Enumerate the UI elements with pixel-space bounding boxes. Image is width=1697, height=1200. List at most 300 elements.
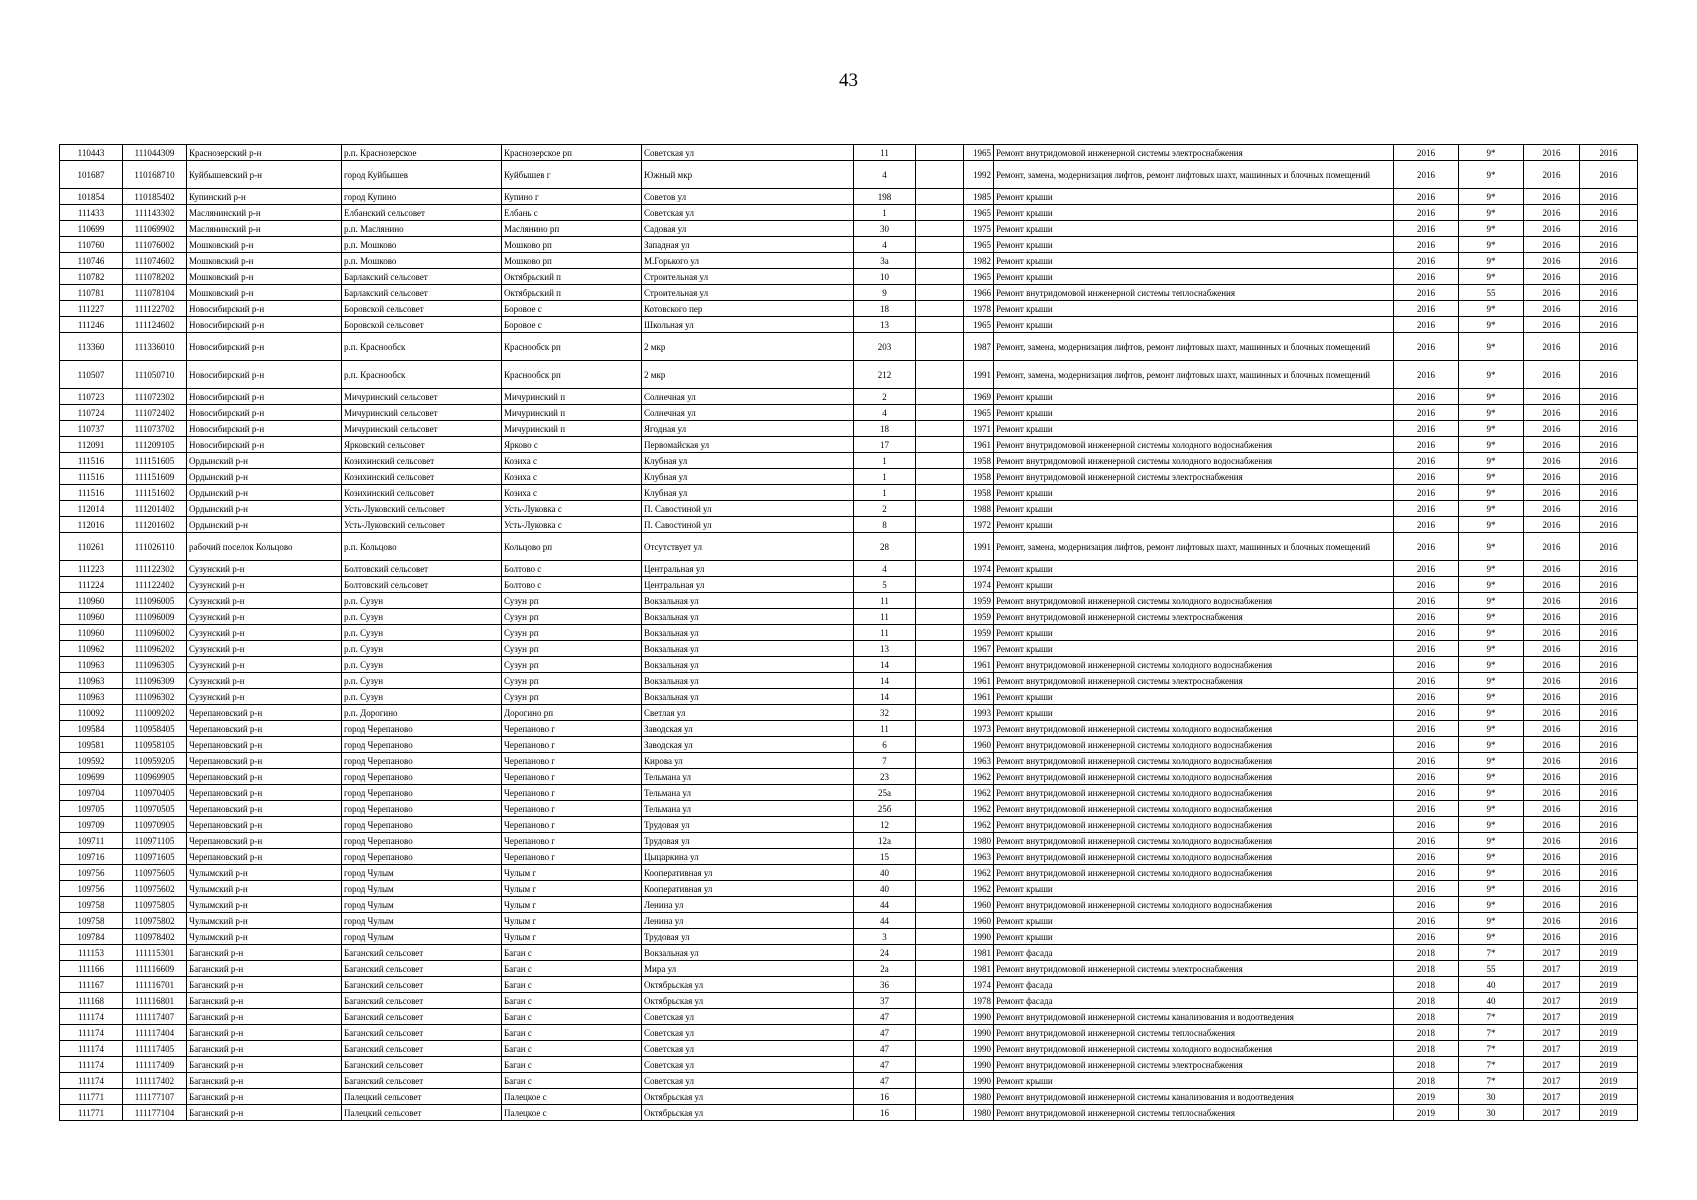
cell-work-type: Ремонт внутридомовой инженерной системы холодного водоснабжения: [994, 865, 1394, 881]
cell-district: Баганский р-н: [187, 961, 342, 977]
cell-house-number: 4: [854, 405, 916, 421]
cell-municipality: город Черепаново: [342, 721, 502, 737]
cell-start-year: 2016: [1524, 405, 1580, 421]
cell-code: 111026110: [123, 533, 187, 561]
cell-code: 111116609: [123, 961, 187, 977]
cell-start-year: 2016: [1524, 561, 1580, 577]
cell-start-year: 2016: [1524, 705, 1580, 721]
cell-start-year: 2016: [1524, 913, 1580, 929]
cell-street: Вокзальная ул: [642, 625, 854, 641]
cell-street: Школьная ул: [642, 317, 854, 333]
cell-house-number: 14: [854, 657, 916, 673]
cell-municipality: Болтовский сельсовет: [342, 561, 502, 577]
cell-position: 9*: [1459, 517, 1524, 533]
cell-work-type: Ремонт крыши: [994, 317, 1394, 333]
cell-house-number: 14: [854, 689, 916, 705]
table-row: [60, 593, 1638, 609]
cell-start-year: 2016: [1524, 189, 1580, 205]
cell-street: Ленина ул: [642, 897, 854, 913]
cell-settlement: Баган с: [502, 977, 642, 993]
cell-municipality: Баганский сельсовет: [342, 993, 502, 1009]
cell-settlement: Боровое с: [502, 301, 642, 317]
cell-settlement: Болтово с: [502, 561, 642, 577]
cell-end-year: 2016: [1580, 285, 1638, 301]
cell-street: Тельмана ул: [642, 801, 854, 817]
cell-extra: [916, 705, 964, 721]
cell-position: 9*: [1459, 801, 1524, 817]
cell-end-year: 2016: [1580, 437, 1638, 453]
table-row: [60, 161, 1638, 189]
cell-municipality: Палецкий сельсовет: [342, 1105, 502, 1121]
cell-object-id: 110724: [60, 405, 123, 421]
cell-extra: [916, 1105, 964, 1121]
cell-position: 40: [1459, 993, 1524, 1009]
cell-extra: [916, 189, 964, 205]
cell-built-year: 1965: [964, 405, 994, 421]
cell-municipality: р.п. Маслянино: [342, 221, 502, 237]
cell-position: 30: [1459, 1089, 1524, 1105]
cell-end-year: 2019: [1580, 1105, 1638, 1121]
cell-house-number: 5: [854, 577, 916, 593]
cell-start-year: 2016: [1524, 785, 1580, 801]
cell-work-type: Ремонт внутридомовой инженерной системы электроснабжения: [994, 469, 1394, 485]
cell-object-id: 111174: [60, 1025, 123, 1041]
cell-position: 9*: [1459, 769, 1524, 785]
cell-work-type: Ремонт фасада: [994, 945, 1394, 961]
cell-object-id: 110699: [60, 221, 123, 237]
cell-start-year: 2016: [1524, 641, 1580, 657]
table-row: [60, 737, 1638, 753]
cell-position: 9*: [1459, 689, 1524, 705]
table-row: [60, 317, 1638, 333]
cell-work-type: Ремонт крыши: [994, 205, 1394, 221]
cell-district: Баганский р-н: [187, 1057, 342, 1073]
cell-plan-year: 2016: [1394, 361, 1459, 389]
cell-plan-year: 2016: [1394, 673, 1459, 689]
cell-end-year: 2016: [1580, 421, 1638, 437]
cell-built-year: 1973: [964, 721, 994, 737]
table-row: [60, 721, 1638, 737]
cell-house-number: 17: [854, 437, 916, 453]
cell-street: Заводская ул: [642, 721, 854, 737]
cell-settlement: Баган с: [502, 1057, 642, 1073]
cell-street: Тельмана ул: [642, 769, 854, 785]
cell-house-number: 16: [854, 1089, 916, 1105]
cell-district: Новосибирский р-н: [187, 301, 342, 317]
cell-house-number: 40: [854, 865, 916, 881]
cell-code: 110975802: [123, 913, 187, 929]
cell-municipality: Мичуринский сельсовет: [342, 421, 502, 437]
cell-settlement: Баган с: [502, 1025, 642, 1041]
cell-municipality: Мичуринский сельсовет: [342, 389, 502, 405]
cell-extra: [916, 785, 964, 801]
cell-start-year: 2017: [1524, 1025, 1580, 1041]
cell-extra: [916, 205, 964, 221]
cell-house-number: 11: [854, 593, 916, 609]
cell-position: 9*: [1459, 533, 1524, 561]
cell-start-year: 2016: [1524, 673, 1580, 689]
cell-municipality: Баганский сельсовет: [342, 977, 502, 993]
cell-extra: [916, 913, 964, 929]
cell-plan-year: 2016: [1394, 237, 1459, 253]
cell-house-number: 7: [854, 753, 916, 769]
cell-settlement: Баган с: [502, 1073, 642, 1089]
cell-start-year: 2016: [1524, 221, 1580, 237]
cell-object-id: 110960: [60, 625, 123, 641]
cell-plan-year: 2016: [1394, 769, 1459, 785]
cell-extra: [916, 609, 964, 625]
cell-municipality: Барлакский сельсовет: [342, 269, 502, 285]
cell-plan-year: 2016: [1394, 657, 1459, 673]
cell-street: Цыцаркина ул: [642, 849, 854, 865]
cell-settlement: Чулым г: [502, 929, 642, 945]
cell-built-year: 1962: [964, 785, 994, 801]
cell-work-type: Ремонт, замена, модернизация лифтов, ремонт лифтовых шахт, машинных и блочных помещений: [994, 533, 1394, 561]
table-row: [60, 657, 1638, 673]
cell-municipality: город Чулым: [342, 897, 502, 913]
cell-plan-year: 2016: [1394, 301, 1459, 317]
cell-object-id: 109592: [60, 753, 123, 769]
cell-work-type: Ремонт внутридомовой инженерной системы холодного водоснабжения: [994, 737, 1394, 753]
cell-extra: [916, 897, 964, 913]
cell-street: Октябрьская ул: [642, 1105, 854, 1121]
table-row: [60, 977, 1638, 993]
cell-extra: [916, 269, 964, 285]
cell-district: Баганский р-н: [187, 1105, 342, 1121]
cell-district: Новосибирский р-н: [187, 421, 342, 437]
cell-position: 9*: [1459, 849, 1524, 865]
cell-district: Черепановский р-н: [187, 785, 342, 801]
cell-settlement: Мошково рп: [502, 237, 642, 253]
cell-extra: [916, 993, 964, 1009]
cell-object-id: 109758: [60, 897, 123, 913]
cell-object-id: 112014: [60, 501, 123, 517]
cell-settlement: Черепаново г: [502, 833, 642, 849]
cell-built-year: 1965: [964, 269, 994, 285]
cell-position: 9*: [1459, 161, 1524, 189]
cell-work-type: Ремонт крыши: [994, 253, 1394, 269]
cell-end-year: 2016: [1580, 609, 1638, 625]
cell-object-id: 111174: [60, 1009, 123, 1025]
cell-end-year: 2016: [1580, 221, 1638, 237]
cell-start-year: 2016: [1524, 721, 1580, 737]
cell-settlement: Черепаново г: [502, 769, 642, 785]
table-row: [60, 945, 1638, 961]
cell-start-year: 2016: [1524, 453, 1580, 469]
cell-object-id: 111166: [60, 961, 123, 977]
cell-plan-year: 2016: [1394, 625, 1459, 641]
cell-end-year: 2016: [1580, 689, 1638, 705]
cell-municipality: город Черепаново: [342, 769, 502, 785]
cell-house-number: 44: [854, 913, 916, 929]
table-row: [60, 881, 1638, 897]
cell-street: Трудовая ул: [642, 833, 854, 849]
cell-district: Маслянинский р-н: [187, 221, 342, 237]
cell-plan-year: 2016: [1394, 913, 1459, 929]
cell-street: Советская ул: [642, 1057, 854, 1073]
cell-district: Баганский р-н: [187, 1025, 342, 1041]
cell-settlement: Черепаново г: [502, 817, 642, 833]
cell-street: Строительная ул: [642, 285, 854, 301]
cell-work-type: Ремонт крыши: [994, 389, 1394, 405]
cell-work-type: Ремонт внутридомовой инженерной системы холодного водоснабжения: [994, 753, 1394, 769]
cell-house-number: 3а: [854, 253, 916, 269]
cell-start-year: 2016: [1524, 205, 1580, 221]
cell-district: Новосибирский р-н: [187, 437, 342, 453]
cell-position: 7*: [1459, 1009, 1524, 1025]
cell-work-type: Ремонт крыши: [994, 625, 1394, 641]
cell-extra: [916, 301, 964, 317]
cell-code: 110971605: [123, 849, 187, 865]
cell-street: Трудовая ул: [642, 817, 854, 833]
cell-street: М.Горького ул: [642, 253, 854, 269]
cell-start-year: 2017: [1524, 1089, 1580, 1105]
cell-house-number: 4: [854, 561, 916, 577]
cell-settlement: Черепаново г: [502, 721, 642, 737]
cell-built-year: 1993: [964, 705, 994, 721]
cell-code: 111122302: [123, 561, 187, 577]
cell-house-number: 11: [854, 609, 916, 625]
cell-house-number: 40: [854, 881, 916, 897]
cell-built-year: 1958: [964, 469, 994, 485]
cell-position: 9*: [1459, 301, 1524, 317]
cell-work-type: Ремонт внутридомовой инженерной системы электроснабжения: [994, 961, 1394, 977]
cell-work-type: Ремонт внутридомовой инженерной системы холодного водоснабжения: [994, 849, 1394, 865]
cell-extra: [916, 517, 964, 533]
cell-extra: [916, 285, 964, 301]
table-row: [60, 485, 1638, 501]
cell-end-year: 2016: [1580, 189, 1638, 205]
cell-municipality: р.п. Кольцово: [342, 533, 502, 561]
cell-built-year: 1965: [964, 205, 994, 221]
cell-plan-year: 2016: [1394, 317, 1459, 333]
cell-extra: [916, 1025, 964, 1041]
cell-work-type: Ремонт, замена, модернизация лифтов, ремонт лифтовых шахт, машинных и блочных помещений: [994, 361, 1394, 389]
cell-code: 111122702: [123, 301, 187, 317]
cell-code: 111122402: [123, 577, 187, 593]
cell-position: 9*: [1459, 641, 1524, 657]
cell-code: 111177104: [123, 1105, 187, 1121]
cell-extra: [916, 929, 964, 945]
cell-extra: [916, 673, 964, 689]
cell-object-id: 109784: [60, 929, 123, 945]
cell-work-type: Ремонт крыши: [994, 561, 1394, 577]
cell-built-year: 1978: [964, 301, 994, 317]
cell-plan-year: 2019: [1394, 1089, 1459, 1105]
cell-object-id: 110723: [60, 389, 123, 405]
cell-position: 9*: [1459, 145, 1524, 161]
cell-built-year: 1991: [964, 361, 994, 389]
cell-plan-year: 2016: [1394, 405, 1459, 421]
cell-built-year: 1965: [964, 317, 994, 333]
cell-built-year: 1966: [964, 285, 994, 301]
cell-work-type: Ремонт внутридомовой инженерной системы канализования и водоотведения: [994, 1009, 1394, 1025]
cell-object-id: 109756: [60, 865, 123, 881]
cell-object-id: 111227: [60, 301, 123, 317]
cell-settlement: Черепаново г: [502, 801, 642, 817]
cell-start-year: 2016: [1524, 269, 1580, 285]
cell-district: Ордынский р-н: [187, 517, 342, 533]
cell-house-number: 4: [854, 161, 916, 189]
cell-code: 111151609: [123, 469, 187, 485]
cell-street: Ягодная ул: [642, 421, 854, 437]
cell-plan-year: 2016: [1394, 333, 1459, 361]
table-row: [60, 689, 1638, 705]
cell-code: 111072402: [123, 405, 187, 421]
cell-code: 111117405: [123, 1041, 187, 1057]
cell-district: Мошковский р-н: [187, 237, 342, 253]
cell-plan-year: 2018: [1394, 1009, 1459, 1025]
cell-built-year: 1974: [964, 977, 994, 993]
table-row: [60, 237, 1638, 253]
cell-object-id: 110443: [60, 145, 123, 161]
cell-built-year: 1972: [964, 517, 994, 533]
table-row: [60, 361, 1638, 389]
cell-end-year: 2016: [1580, 801, 1638, 817]
table-row: [60, 673, 1638, 689]
cell-built-year: 1969: [964, 389, 994, 405]
cell-end-year: 2016: [1580, 657, 1638, 673]
cell-object-id: 109716: [60, 849, 123, 865]
cell-object-id: 109704: [60, 785, 123, 801]
cell-object-id: 111174: [60, 1073, 123, 1089]
cell-settlement: Кольцово рп: [502, 533, 642, 561]
cell-code: 111072302: [123, 389, 187, 405]
cell-end-year: 2016: [1580, 145, 1638, 161]
cell-code: 110978402: [123, 929, 187, 945]
cell-district: Сузунский р-н: [187, 577, 342, 593]
cell-plan-year: 2016: [1394, 421, 1459, 437]
cell-plan-year: 2016: [1394, 833, 1459, 849]
cell-plan-year: 2016: [1394, 865, 1459, 881]
cell-house-number: 10: [854, 269, 916, 285]
cell-municipality: Мичуринский сельсовет: [342, 405, 502, 421]
cell-end-year: 2016: [1580, 673, 1638, 689]
cell-house-number: 47: [854, 1025, 916, 1041]
cell-settlement: Сузун рп: [502, 641, 642, 657]
cell-work-type: Ремонт внутридомовой инженерной системы холодного водоснабжения: [994, 769, 1394, 785]
cell-settlement: Чулым г: [502, 913, 642, 929]
cell-house-number: 2: [854, 501, 916, 517]
cell-settlement: Палецкое с: [502, 1105, 642, 1121]
cell-object-id: 110261: [60, 533, 123, 561]
cell-object-id: 111516: [60, 453, 123, 469]
cell-object-id: 110507: [60, 361, 123, 389]
cell-plan-year: 2018: [1394, 1073, 1459, 1089]
cell-code: 111078104: [123, 285, 187, 301]
table-row: [60, 389, 1638, 405]
cell-settlement: Октябрьский п: [502, 269, 642, 285]
cell-object-id: 111167: [60, 977, 123, 993]
cell-municipality: Баганский сельсовет: [342, 1073, 502, 1089]
cell-built-year: 1965: [964, 145, 994, 161]
cell-code: 111116701: [123, 977, 187, 993]
cell-district: Баганский р-н: [187, 1073, 342, 1089]
cell-position: 9*: [1459, 721, 1524, 737]
cell-extra: [916, 737, 964, 753]
cell-house-number: 2а: [854, 961, 916, 977]
cell-work-type: Ремонт внутридомовой инженерной системы холодного водоснабжения: [994, 593, 1394, 609]
cell-end-year: 2016: [1580, 785, 1638, 801]
cell-district: Чулымский р-н: [187, 865, 342, 881]
table-row: [60, 469, 1638, 485]
cell-street: Строительная ул: [642, 269, 854, 285]
cell-end-year: 2016: [1580, 405, 1638, 421]
cell-settlement: Дорогино рп: [502, 705, 642, 721]
cell-code: 110185402: [123, 189, 187, 205]
cell-start-year: 2016: [1524, 333, 1580, 361]
cell-house-number: 1: [854, 469, 916, 485]
cell-end-year: 2019: [1580, 961, 1638, 977]
cell-work-type: Ремонт фасада: [994, 977, 1394, 993]
table-row: [60, 817, 1638, 833]
cell-built-year: 1990: [964, 1041, 994, 1057]
cell-work-type: Ремонт внутридомовой инженерной системы теплоснабжения: [994, 1105, 1394, 1121]
cell-municipality: Барлакский сельсовет: [342, 285, 502, 301]
cell-district: Ордынский р-н: [187, 453, 342, 469]
cell-end-year: 2016: [1580, 361, 1638, 389]
table-row: [60, 517, 1638, 533]
cell-extra: [916, 237, 964, 253]
cell-start-year: 2016: [1524, 361, 1580, 389]
cell-settlement: Сузун рп: [502, 593, 642, 609]
cell-settlement: Краснозерское рп: [502, 145, 642, 161]
table-row: [60, 285, 1638, 301]
cell-extra: [916, 817, 964, 833]
cell-settlement: Болтово с: [502, 577, 642, 593]
cell-object-id: 111224: [60, 577, 123, 593]
cell-end-year: 2019: [1580, 1025, 1638, 1041]
cell-work-type: Ремонт крыши: [994, 301, 1394, 317]
cell-house-number: 9: [854, 285, 916, 301]
cell-built-year: 1990: [964, 1057, 994, 1073]
cell-end-year: 2016: [1580, 817, 1638, 833]
page-number: 43: [839, 70, 858, 91]
table-row: [60, 913, 1638, 929]
cell-code: 111069902: [123, 221, 187, 237]
cell-start-year: 2017: [1524, 993, 1580, 1009]
cell-municipality: Козихинский сельсовет: [342, 453, 502, 469]
cell-district: Баганский р-н: [187, 993, 342, 1009]
cell-object-id: 111516: [60, 469, 123, 485]
cell-code: 111117407: [123, 1009, 187, 1025]
cell-street: Вокзальная ул: [642, 673, 854, 689]
cell-street: Кооперативная ул: [642, 881, 854, 897]
cell-street: Советская ул: [642, 1025, 854, 1041]
cell-built-year: 1978: [964, 993, 994, 1009]
table-row: [60, 205, 1638, 221]
cell-extra: [916, 389, 964, 405]
cell-house-number: 198: [854, 189, 916, 205]
cell-street: Октябрьская ул: [642, 977, 854, 993]
cell-work-type: Ремонт крыши: [994, 189, 1394, 205]
cell-plan-year: 2016: [1394, 469, 1459, 485]
cell-settlement: Черепаново г: [502, 849, 642, 865]
cell-municipality: Болтовский сельсовет: [342, 577, 502, 593]
cell-start-year: 2016: [1524, 253, 1580, 269]
cell-end-year: 2016: [1580, 849, 1638, 865]
cell-municipality: город Чулым: [342, 865, 502, 881]
cell-plan-year: 2016: [1394, 533, 1459, 561]
cell-position: 9*: [1459, 501, 1524, 517]
cell-municipality: Боровской сельсовет: [342, 301, 502, 317]
cell-street: Западная ул: [642, 237, 854, 253]
cell-code: 111009202: [123, 705, 187, 721]
cell-house-number: 11: [854, 625, 916, 641]
cell-street: Вокзальная ул: [642, 945, 854, 961]
cell-municipality: Баганский сельсовет: [342, 1009, 502, 1025]
cell-built-year: 1974: [964, 577, 994, 593]
